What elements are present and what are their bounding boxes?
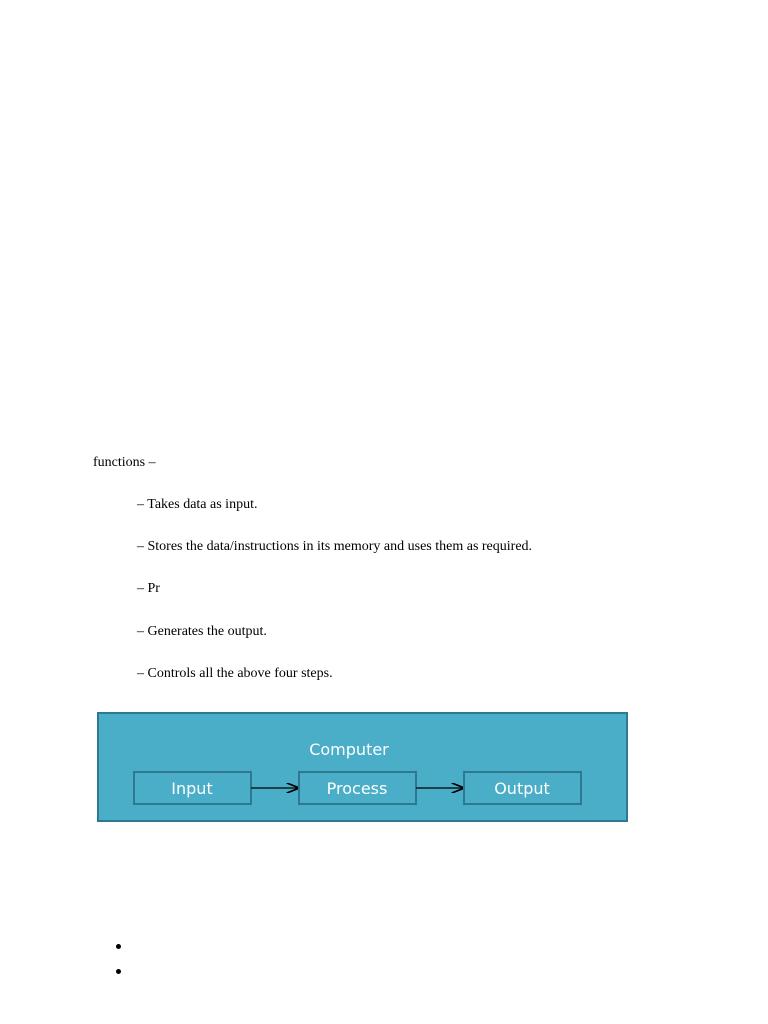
- diagram-title: Computer: [309, 740, 389, 759]
- output-label: Output: [494, 779, 550, 798]
- intro-text: functions –: [93, 455, 156, 470]
- bullet-icon: [116, 944, 121, 949]
- process-label: Process: [326, 779, 388, 798]
- step-process: – Pr: [137, 581, 160, 596]
- step-control: – Controls all the above four steps.: [137, 666, 333, 681]
- step-store: – Stores the data/instructions in its memory and uses them as required.: [137, 539, 533, 554]
- step-input: – Takes data as input.: [137, 497, 258, 512]
- bullet-icon: [116, 969, 121, 974]
- input-label: Input: [171, 779, 213, 798]
- computer-diagram: [97, 712, 628, 822]
- step-output: – Generates the output.: [137, 624, 267, 639]
